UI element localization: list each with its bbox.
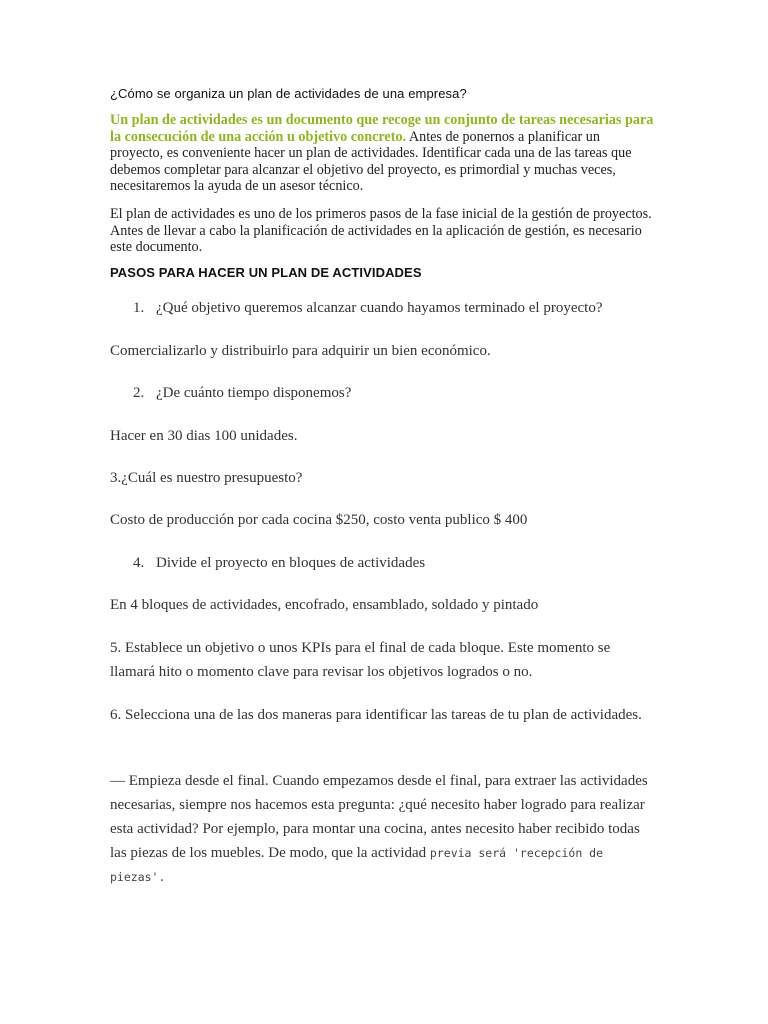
intro-highlight: Un plan de actividades es un documento que recoge un conjunto de tareas necesarias para la consecución de una acción u objetivo concreto. [110,112,654,145]
step-3-answer: Costo de producción por cada cocina $250, costo venta publico $ 400 [110,512,528,528]
step-1-text: ¿Qué objetivo queremos alcanzar cuando hayamos terminado el proyecto? [156,300,603,316]
section-heading: PASOS PARA HACER UN PLAN DE ACTIVIDADES [110,265,422,280]
step-1-number: 1. [133,300,145,316]
start-from-end-paragraph [110,769,655,889]
step-6-text: 6. Selecciona una de las dos maneras para identificar las tareas de tu plan de actividades. [110,707,642,723]
intro-paragraph [110,112,655,195]
document-heading: ¿Cómo se organiza un plan de actividades de una empresa? [110,86,467,101]
step-4-text: Divide el proyecto en bloques de actividades [156,555,426,571]
step-2-answer: Hacer en 30 dias 100 unidades. [110,428,298,444]
start-from-end-mono-text: previa será 'recepción de piezas'. [110,846,604,884]
step-3-text: 3.¿Cuál es nuestro presupuesto? [110,470,303,486]
step-2 [0,385,768,405]
step-2-text: ¿De cuánto tiempo disponemos? [156,385,352,401]
step-2-number: 2. [133,385,145,401]
intro-rest: Antes de ponernos a planificar un proyecto, es conveniente hacer un plan de actividades. Identificar cada una de las tareas que debemos completar para alcanzar el objetivo del proyecto, es primordial y muchas veces, necesitaremos la ayuda de un asesor técnico. [110,128,632,194]
start-from-end-text: — Empieza desde el final. Cuando empezamos desde el final, para extraer las actividades necesarias, siempre nos hacemos esta pregunta: ¿qué necesito haber logrado para realizar esta actividad? Por ejemplo, para montar una cocina, antes necesito haber recibido todas las piezas de los muebles. De modo, que la actividad [110,773,648,861]
second-paragraph: El plan de actividades es uno de los primeros pasos de la fase inicial de la gestión de proyectos. Antes de llevar a cabo la planificación de actividades en la aplicación de gestión, es necesario este documento. [110,206,652,255]
step-1-answer: Comercializarlo y distribuirlo para adquirir un bien económico. [110,343,491,359]
step-4-number: 4. [133,555,145,571]
step-1 [0,300,768,320]
step-4 [0,555,768,575]
step-4-answer: En 4 bloques de actividades, encofrado, ensamblado, soldado y pintado [110,597,539,613]
step-5-text: 5. Establece un objetivo o unos KPIs para el final de cada bloque. Este momento se llamará hito o momento clave para revisar los objetivos logrados o no. [110,640,611,680]
